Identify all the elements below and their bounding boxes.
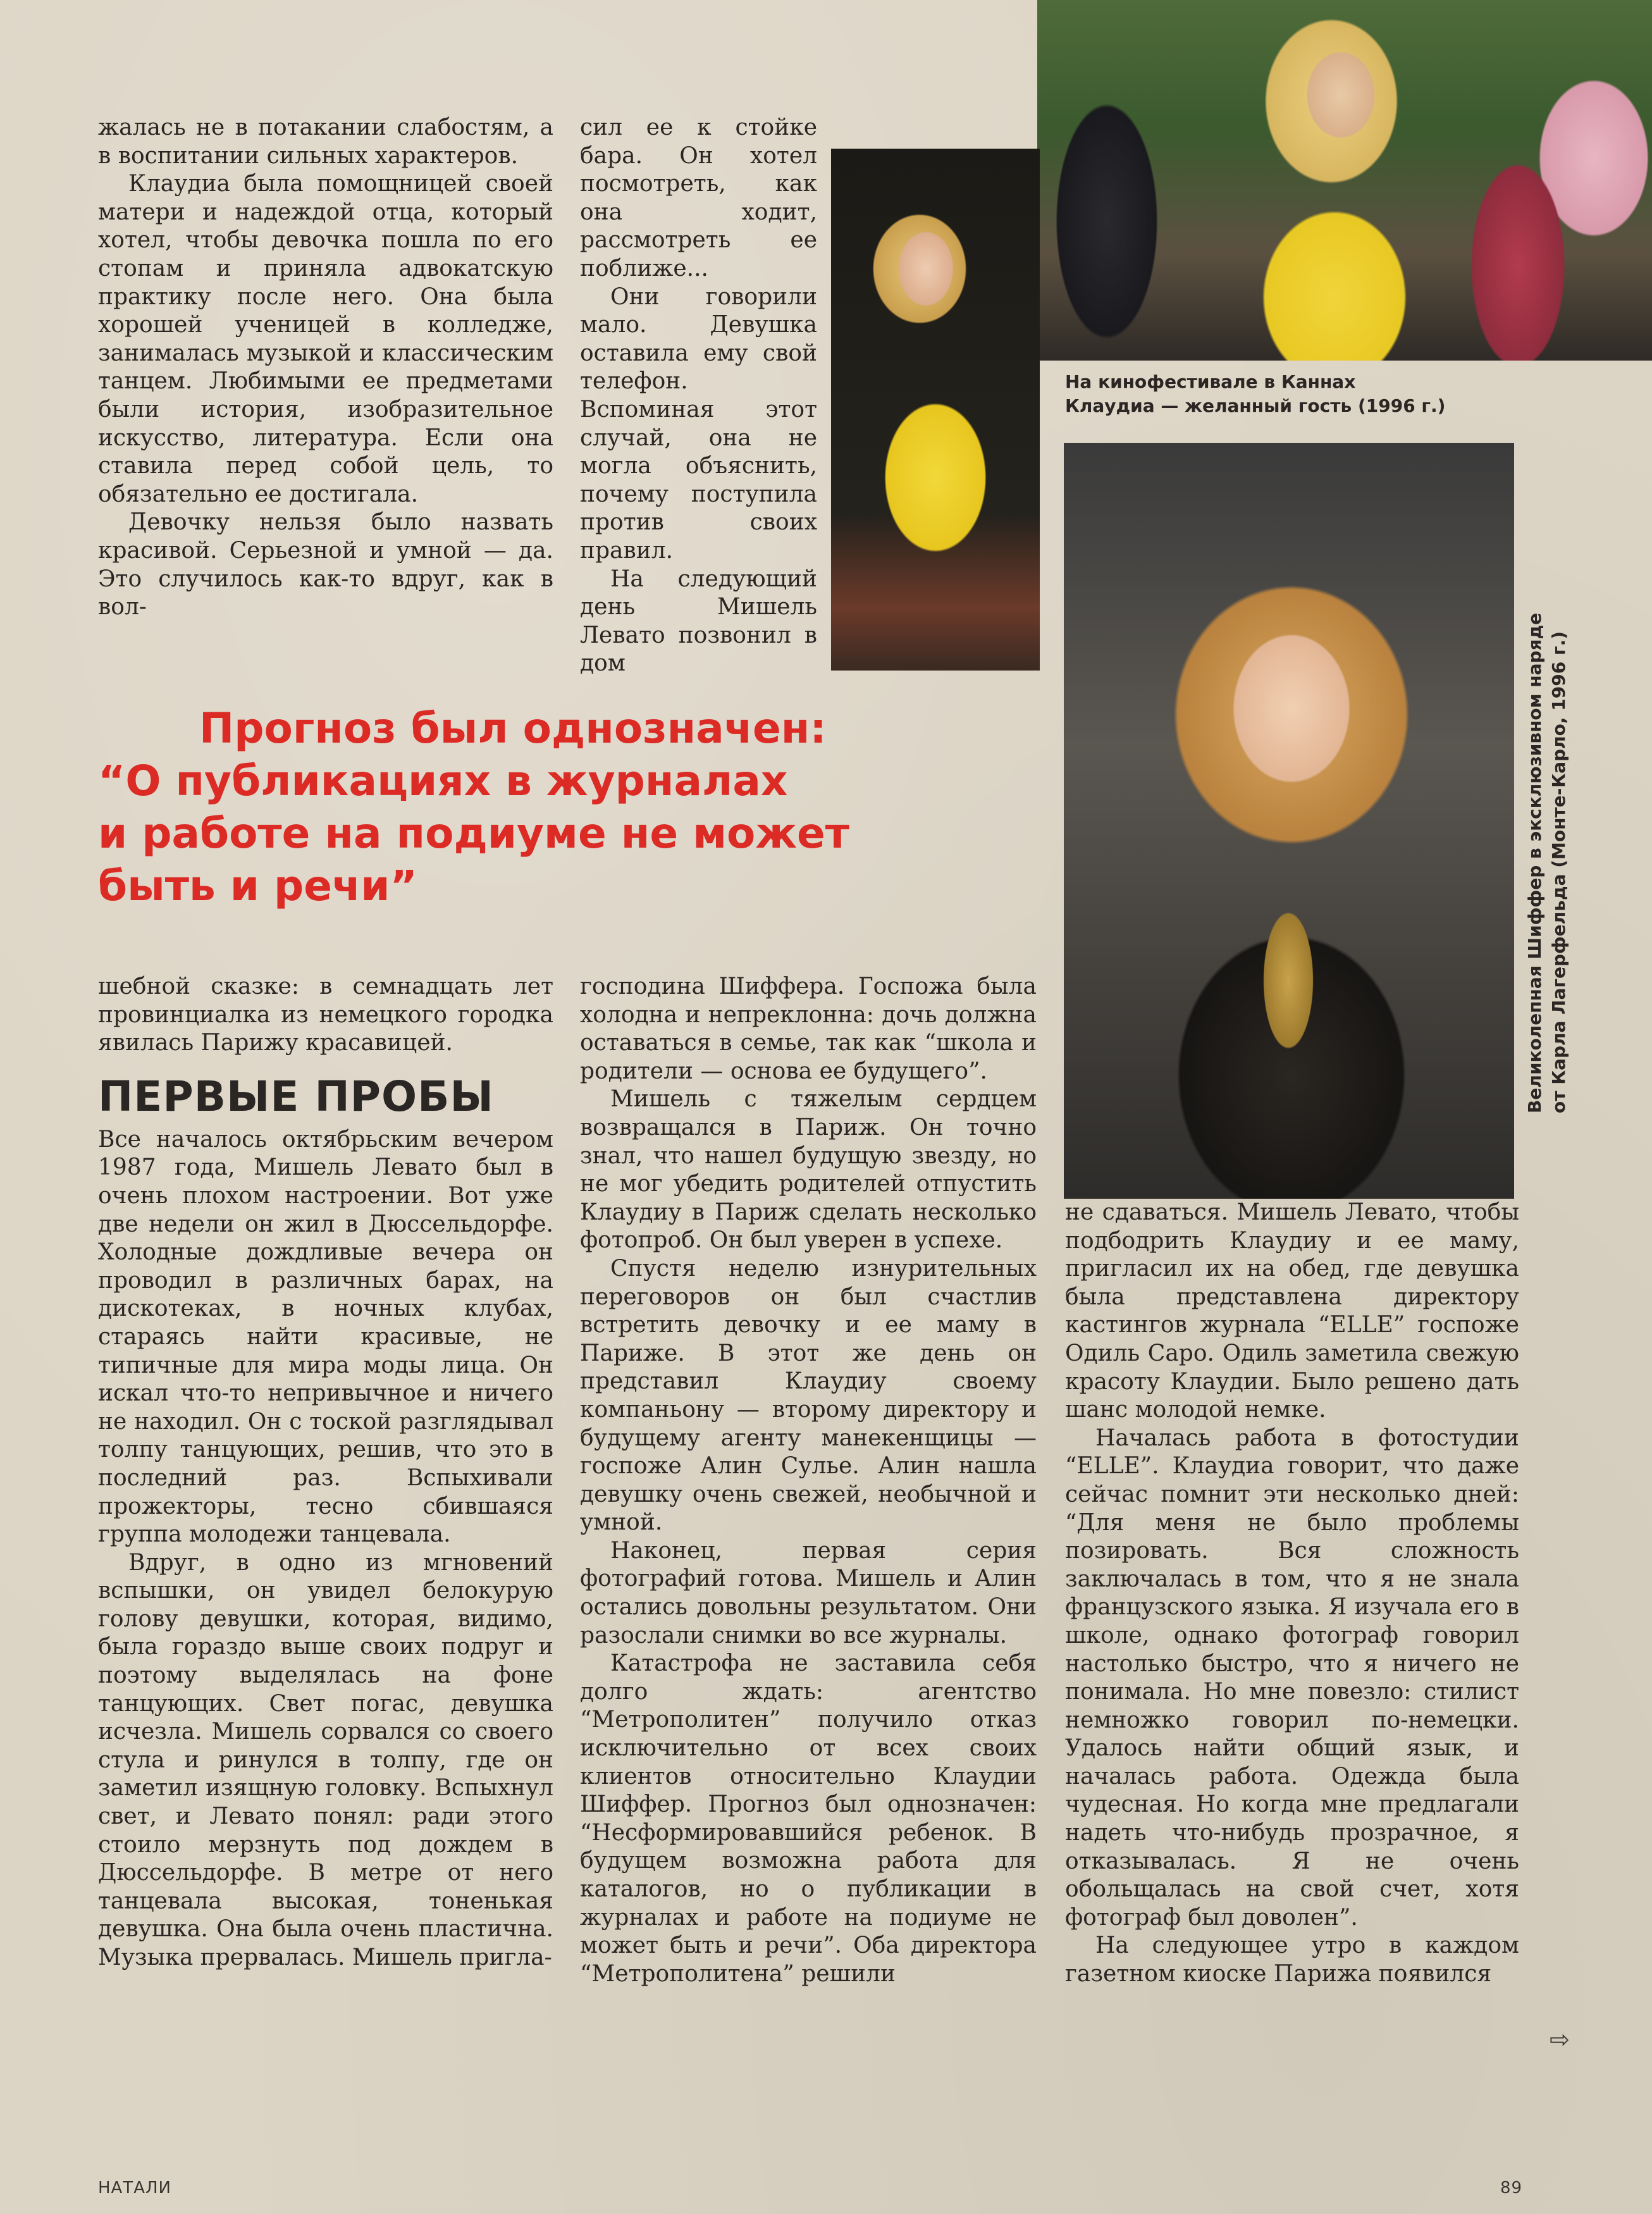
column-3: [1065, 1199, 1519, 1989]
paragraph: не сдаваться. Мишель Левато, чтобы подбодрить Клаудиу и ее маму, пригласил их на обед, где девушка была представлена директору кастингов журнала “ELLE” госпоже Одиль Саро. Одиль заметила свежую красоту Клаудии. Было решено дать шанс молодой немке.: [1065, 1199, 1519, 1423]
column-2-bottom: [580, 973, 1037, 1988]
pull-quote: [98, 702, 920, 912]
caption-line: Клаудиа — желанный гость (1996 г.): [1065, 395, 1446, 416]
magazine-name: НАТАЛИ: [98, 2179, 172, 2198]
paragraph: Спустя неделю изнурительных переговоров он был счастлив встретить девочку и ее маму в Париже. В этот же день он представил Клаудиу своему компаньону — второму директору и будущему агенту манекенщицы — госпоже Алин Сулье. Алин нашла девушку очень свежей, необычной и умной.: [580, 1255, 1037, 1536]
section-heading: ПЕРВЫЕ ПРОБЫ: [98, 1072, 494, 1121]
paragraph: Катастрофа не заставила себя долго ждать: агентство “Метрополитен” получило отказ исключительно от всех своих клиентов относительно Клаудии Шиффер. Прогноз был однозначен: “Несформировавшийся ребенок. В будущем возможна работа для каталогов, но о публикации в журналах и работе на подиуме не может быть и речи”. Оба директора “Метрополитена” решили: [580, 1650, 1037, 1987]
portrait-side-caption: [1523, 455, 1576, 1113]
paragraph: Наконец, первая серия фотографий готова. Мишель и Алин остались довольны результатом. Они разослали снимки во все журналы.: [580, 1537, 1037, 1648]
cannes-photo-caption: [1065, 370, 1495, 418]
column-2-top: [580, 114, 817, 678]
pull-quote-line: и работе на подиуме не может: [98, 809, 850, 858]
paragraph: Все началось октябрьским вечером 1987 года, Мишель Левато был в очень плохом настроении. Вот уже две недели он жил в Дюссельдорфе. Холодные дождливые вечера он проводил в различных барах, на дискотеках, в ночных клубах, стараясь найти красивые, не типичные для мира моды лица. Он искал что-то непривычное и ничего не находил. Он с тоской разглядывал толпу танцующих, решив, что это в последний раз. Вспыхивали прожекторы, тесно сбившаяся группа молодежи танцевала.: [98, 1126, 553, 1548]
column-1-top: [98, 114, 553, 622]
paragraph: шебной сказке: в семнадцать лет провинциалка из немецкого городка явилась Парижу красавицей.: [98, 974, 553, 1056]
cannes-festival-photo: [1037, 0, 1652, 361]
paragraph: Девочку нельзя было назвать красивой. Серьезной и умной — да. Это случилось как-то вдруг, как в вол-: [98, 509, 553, 621]
paragraph: сил ее к стойке бара. Он хотел посмотреть, как она ходит, рассмотреть ее поближе...: [580, 114, 817, 281]
pull-quote-line: быть и речи”: [98, 862, 417, 910]
pull-quote-line: Прогноз был однозначен:: [199, 704, 827, 753]
arrow-right-outline-icon: ⇨: [1550, 2025, 1570, 2053]
caption-line: от Карла Лагерфельда (Монте-Карло, 1996 г.): [1548, 631, 1569, 1113]
paragraph: Началась работа в фотостудии “ELLE”. Клаудиа говорит, что даже сейчас помнит эти несколько дней: “Для меня не было проблемы позировать. Вся сложность заключалась в том, что я не знала французского языка. Я изучала его в школе, однако фотограф говорил настолько быстро, что я ничего не понимала. Но мне повезло: стилист немножко говорил по-немецки. Удалось найти общий язык, и началась работа. Одежда была чудесная. Но когда мне предлагали надеть что-нибудь прозрачное, я отказывалась. Я не очень обольщалась на свой счет, хотя фотограф был доволен”.: [1065, 1425, 1519, 1931]
paragraph: На следующий день Мишель Левато позвонил в дом: [580, 566, 817, 677]
column-1-bottom: [98, 973, 553, 1972]
caption-line: На кинофестивале в Каннах: [1065, 371, 1356, 392]
yellow-sweater-photo: [831, 149, 1040, 671]
paragraph: На следующее утро в каждом газетном киоске Парижа появился: [1065, 1933, 1519, 1988]
paragraph: Клаудиа была помощницей своей матери и надеждой отца, который хотел, чтобы девочка пошла по его стопам и приняла адвокатскую практику после него. Она была хорошей ученицей в колледже, занималась музыкой и классическим танцем. Любимыми ее предметами были история, изобразительное искусство, литература. Если она ставила перед собой цель, то обязательно ее достигала.: [98, 171, 553, 507]
monte-carlo-portrait-photo: [1064, 443, 1514, 1199]
pull-quote-line: “О публикациях в журналах: [98, 757, 788, 805]
paragraph: Они говорили мало. Девушка оставила ему свой телефон. Вспоминая этот случай, она не могла объяснить, почему поступила против своих правил.: [580, 283, 817, 564]
paragraph: Вдруг, в одно из мгновений вспышки, он увидел белокурую голову девушки, которая, видимо, была гораздо выше своих подруг и поэтому выделялась на фоне танцующих. Свет погас, девушка исчезла. Мишель сорвался со своего стула и ринулся в толпу, где он заметил изящную головку. Вспыхнул свет, и Левато понял: ради этого стоило мерзнуть под дождем в Дюссельдорфе. В метре от него танцевала высокая, тоненькая девушка. Она была очень пластична. Музыка прервалась. Мишель пригла-: [98, 1549, 553, 1970]
paragraph: господина Шиффера. Госпожа была холодна и непреклонна: дочь должна оставаться в семье, так как “школа и родители — основа ее будущего”.: [580, 974, 1037, 1084]
paragraph: жалась не в потакании слабостям, а в воспитании сильных характеров.: [98, 114, 553, 169]
caption-line: Великолепная Шиффер в эксклюзивном наряде: [1524, 612, 1545, 1113]
page-number: 89: [1500, 2179, 1523, 2198]
paragraph: Мишель с тяжелым сердцем возвращался в Париж. Он точно знал, что нашел будущую звезду, но не мог убедить родителей отпустить Клаудиу в Париж сделать несколько фотопроб. Он был уверен в успехе.: [580, 1086, 1037, 1254]
